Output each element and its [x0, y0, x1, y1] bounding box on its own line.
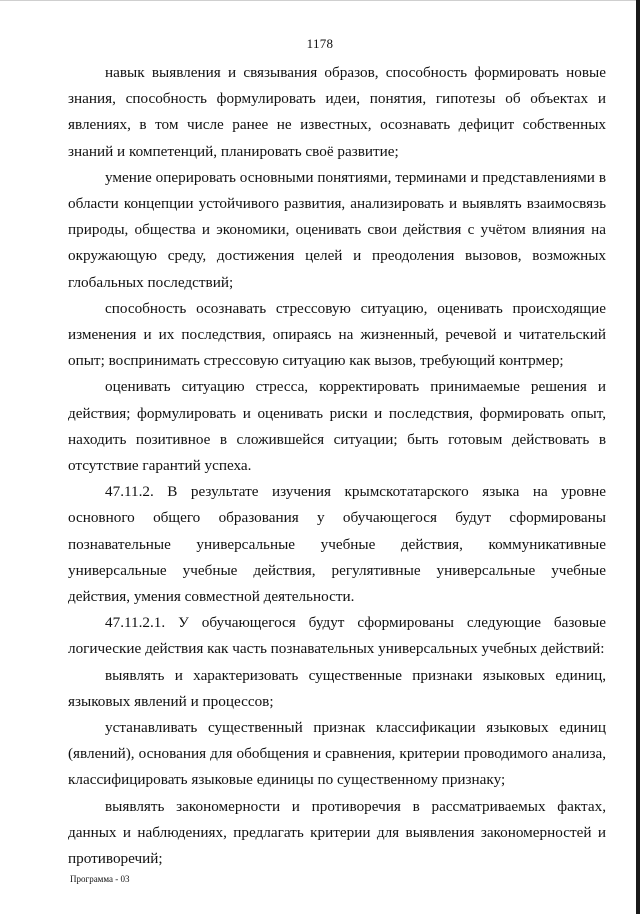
paragraph-skill-images: навык выявления и связывания образов, способность формировать новые знания, способность формулировать идеи, понятия, гипотезы об объектах и явлениях, в том числе ранее не известных, осознавать дефицит собственных знаний и компетенций, планировать своё развитие; [68, 64, 606, 160]
paragraph-stress-awareness: способность осознавать стрессовую ситуацию, оценивать происходящие изменения и их последствия, опираясь на жизненный, речевой и читательский опыт; воспринимать стрессовую ситуацию как вызов, требующий контрмер; [68, 299, 606, 370]
scan-right-edge [636, 0, 640, 914]
paragraph-stress-evaluation: оценивать ситуацию стресса, корректировать принимаемые решения и действия; формулировать и оценивать риски и последствия, формировать опыт, находить позитивное в сложившейся ситуации; быть готовым действовать в отсутствие гарантий успеха. [68, 378, 606, 475]
paragraph-47-11-2: 47.11.2. В результате изучения крымскотатарского языка на уровне основного общего образования у обучающегося будут сформированы познавательные универсальные учебные действия, коммуникативные универсальные учебные действия, регулятивные универсальные учебные действия, умения совместной деятельности. [68, 483, 606, 606]
footer-program-label: Программа - 03 [70, 874, 130, 884]
document-body [68, 60, 606, 872]
paragraph-47-11-2-1: 47.11.2.1. У обучающегося будут сформированы следующие базовые логические действия как часть познавательных универсальных учебных действий: [68, 614, 606, 658]
paragraph-sustainable-development: умение оперировать основными понятиями, терминами и представлениями в области концепции устойчивого развития, анализировать и выявлять взаимосвязь природы, общества и экономики, оценивать свои действия с учётом влияния на окружающую среду, достижения целей и преодоления вызовов, возможных глобальных последствий; [68, 168, 606, 291]
paragraph-patterns: выявлять закономерности и противоречия в рассматриваемых фактах, данных и наблюдениях, предлагать критерии для выявления закономерностей и противоречий; [68, 797, 606, 868]
paragraph-identify-features: выявлять и характеризовать существенные признаки языковых единиц, языковых явлений и процессов; [68, 666, 606, 710]
page-number: 1178 [306, 36, 334, 51]
scan-top-edge [0, 0, 640, 1]
paragraph-classification: устанавливать существенный признак классификации языковых единиц (явлений), основания для обобщения и сравнения, критерии проводимого анализа, классифицировать языковые единицы по существенному признаку; [68, 719, 606, 789]
